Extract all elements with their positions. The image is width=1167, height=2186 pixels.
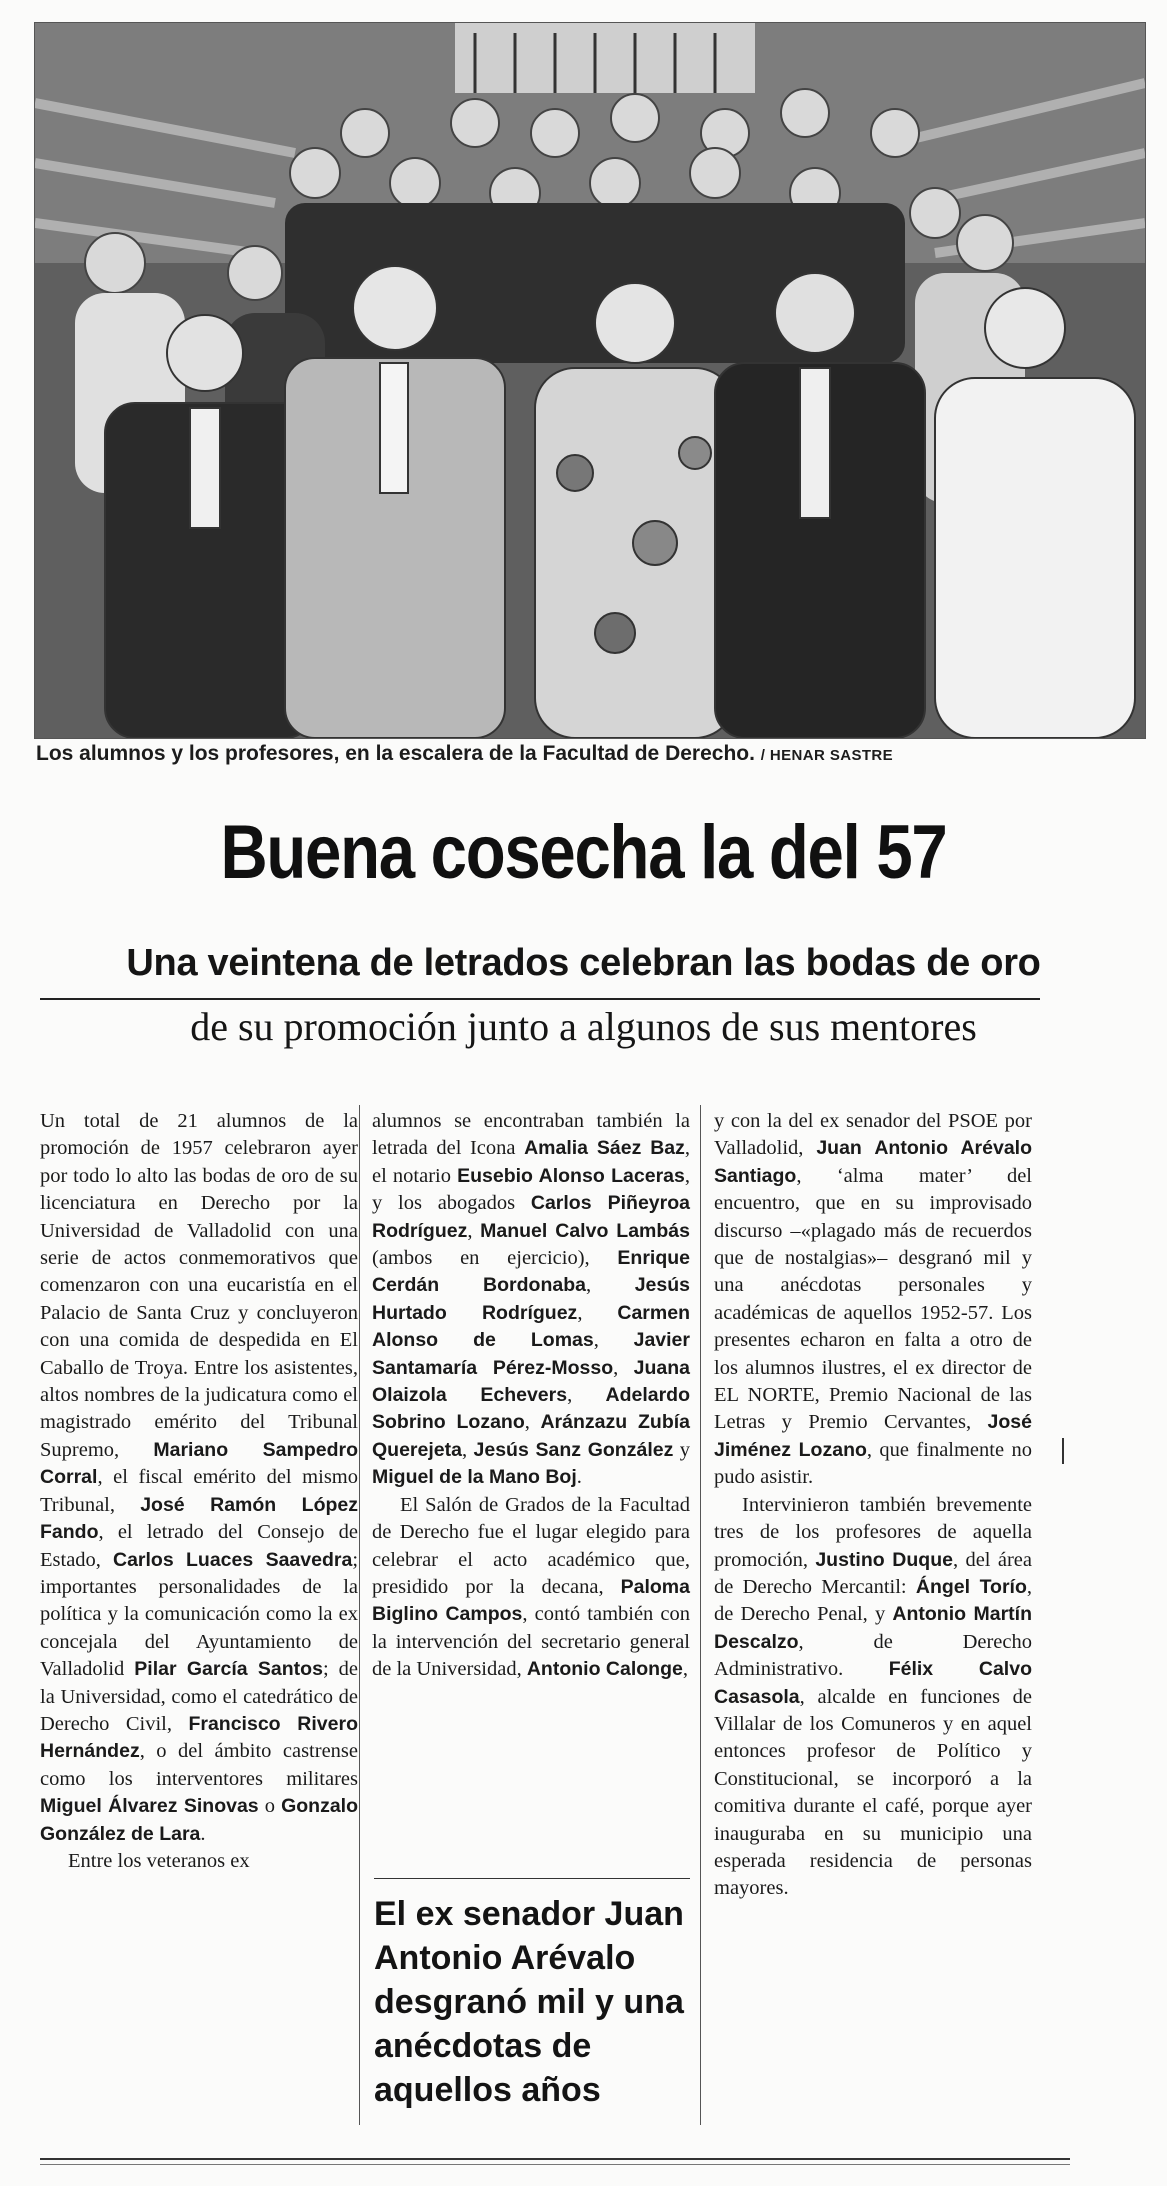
body-text: , o del ámbito castrense como los interventores militares xyxy=(40,1740,358,1790)
subheadline-2: de su promoción junto a algunos de sus mentores xyxy=(190,1004,977,1049)
bottom-rule xyxy=(40,2158,1070,2160)
body-text: (ambos en ejercicio), xyxy=(372,1247,618,1270)
pull-quote: El ex senador Juan Antonio Arévalo desgranó mil y una anécdotas de aquellos años xyxy=(374,1895,684,2109)
col1-paragraph-1 xyxy=(40,1108,358,1848)
person-name: Ángel Torío xyxy=(915,1575,1027,1598)
group-photo xyxy=(34,22,1146,739)
body-text: , que finalmente no pudo asistir. xyxy=(714,1438,1032,1489)
body-text: , de Derecho Penal, y xyxy=(714,1575,1032,1626)
bottom-rule-secondary xyxy=(40,2164,1070,2165)
person-name: Jesús Hurtado Rodríguez xyxy=(372,1274,690,1324)
person-name: Mariano Sampedro Corral xyxy=(40,1438,358,1489)
body-text: , xyxy=(682,1658,688,1681)
body-text: ; de la Universidad, como el catedrático de Derecho Civil, xyxy=(40,1658,359,1735)
margin-mark xyxy=(1062,1438,1064,1464)
article-column-2 xyxy=(372,1108,690,1684)
person-name: Juan Antonio Arévalo Santiago xyxy=(714,1137,1033,1187)
body-text: y con la del ex senador del PSOE por Valladolid, xyxy=(714,1110,1032,1160)
person-name: Jesús Sanz González xyxy=(473,1438,674,1461)
body-text: y xyxy=(673,1438,691,1461)
body-text: , el notario xyxy=(372,1137,690,1187)
headline: Buena cosecha la del 57 xyxy=(220,810,947,895)
body-text: , xyxy=(467,1219,481,1242)
person-name: Miguel Álvarez Sinovas xyxy=(40,1795,259,1818)
person-name: Miguel de la Mano Boj xyxy=(372,1466,577,1489)
person-name: Carmen Alonso de Lomas xyxy=(372,1301,690,1352)
body-text: , xyxy=(524,1411,541,1434)
person-name: Paloma Biglino Campos xyxy=(372,1575,690,1626)
person-name: Justino Duque xyxy=(815,1548,953,1571)
body-text: , xyxy=(585,1274,635,1297)
body-text: , xyxy=(461,1438,474,1461)
body-text: , el letrado del Consejo de Estado, xyxy=(40,1521,358,1571)
person-name: Francisco Rivero Hernández xyxy=(40,1712,358,1763)
col1-paragraph-2: Entre los veteranos ex xyxy=(68,1849,250,1872)
body-text: El Salón de Grados de la Facultad de Derecho fue el lugar elegido para celebrar el acto académico que, presidido por la decana, xyxy=(372,1493,690,1598)
person-name: Gonzalo González de Lara xyxy=(40,1795,358,1845)
person-name: Manuel Calvo Lambás xyxy=(480,1219,690,1242)
body-text: , xyxy=(613,1356,634,1379)
subheadline-divider xyxy=(40,998,1040,1000)
person-name: Aránzazu Zubía Querejeta xyxy=(372,1411,690,1461)
column-divider-1 xyxy=(359,1105,360,2125)
person-name: Adelardo Sobrino Lozano xyxy=(372,1384,690,1434)
body-text: , el fiscal emérito del mismo Tribunal, xyxy=(40,1466,358,1516)
person-name: Antonio Martín Descalzo xyxy=(714,1603,1032,1653)
person-name: Carlos Luaces Saavedra xyxy=(112,1548,353,1571)
body-text: , ‘alma mater’ del encuentro, que en su improvisado discurso –«plagado más de recuerdos que de nostalgias»– desgranó mil y una anécdotas personales y académicas de aquellos 1952-57. Los presentes echaron en falta a otro de los alumnos ilustres, el ex director de EL NORTE, Premio Nacional de las Letras y Premio Cervantes, xyxy=(714,1164,1032,1434)
article-column-3 xyxy=(714,1108,1032,1903)
person-name: Félix Calvo Casasola xyxy=(714,1658,1032,1708)
photo-credit: / HENAR SASTRE xyxy=(760,747,894,764)
column-divider-2 xyxy=(700,1105,701,2125)
body-text: , del área de Derecho Mercantil: xyxy=(714,1548,1032,1598)
person-name: Enrique Cerdán Bordonaba xyxy=(372,1247,690,1297)
person-name: José Jiménez Lozano xyxy=(714,1411,1032,1461)
body-text: Un total de 21 alumnos de la promoción de 1957 celebraron ayer por todo lo alto las bodas de oro de su licenciatura en Derecho por la Universidad de Valladolid con una serie de actos conmemorativos que comenzaron con una eucaristía en el Palacio de Santa Cruz y concluyeron con una comida de despedida en El Caballo de Troya. Entre los asistentes, altos nombres de la judicatura como el magistrado emérito del Tribunal Supremo, xyxy=(40,1110,358,1461)
pull-quote-rule xyxy=(374,1878,690,1879)
caption-text: Los alumnos y los profesores, en la escalera de la Facultad de Derecho. xyxy=(36,742,755,765)
subheadline-1: Una veintena de letrados celebran las bodas de oro xyxy=(126,942,1041,984)
group-photo-icon xyxy=(35,23,1145,738)
person-name: José Ramón López Fando xyxy=(40,1493,359,1544)
body-text: alumnos se encontraban también la letrada del Icona xyxy=(372,1110,690,1160)
person-name: Amalia Sáez Baz xyxy=(524,1137,685,1160)
person-name: Eusebio Alonso Laceras xyxy=(457,1164,685,1187)
body-text: Intervinieron también brevemente tres de los profesores de aquella promoción, xyxy=(714,1493,1032,1571)
person-name: Pilar García Santos xyxy=(134,1658,323,1681)
col3-paragraph-1 xyxy=(714,1108,1032,1492)
col2-paragraph-2 xyxy=(372,1492,690,1684)
body-text: . xyxy=(576,1466,582,1489)
person-name: Carlos Piñeyroa Rodríguez xyxy=(372,1192,690,1242)
person-name: Javier Santamaría Pérez-Mosso xyxy=(372,1329,690,1379)
body-text: , alcalde en funciones de Villalar de los Comuneros y en aquel entonces profesor de Político y Constitucional, se incorporó a la comitiva durante el café, porque ayer inauguraba en su municipio una esperada residencia de personas mayores. xyxy=(714,1685,1032,1900)
photo-caption xyxy=(36,742,1146,766)
body-text: , contó también con la intervención del secretario general de la Universidad, xyxy=(372,1603,691,1681)
body-text: , de Derecho Administrativo. xyxy=(714,1630,1032,1681)
body-text: o xyxy=(258,1795,282,1818)
person-name: Juana Olaizola Echevers xyxy=(372,1356,691,1407)
body-text: , xyxy=(567,1384,606,1407)
body-text: , xyxy=(577,1301,618,1324)
body-text: . xyxy=(200,1822,206,1845)
col3-paragraph-2 xyxy=(714,1492,1032,1903)
body-text: , xyxy=(593,1329,634,1352)
article-column-1 xyxy=(40,1108,358,1875)
body-text: , y los abogados xyxy=(372,1164,690,1215)
body-text: ; importantes personalidades de la política y la comunicación como la ex concejala del Ayuntamiento de Valladolid xyxy=(40,1548,359,1681)
person-name: Antonio Calonge xyxy=(526,1658,683,1681)
col2-paragraph-1 xyxy=(372,1108,690,1492)
